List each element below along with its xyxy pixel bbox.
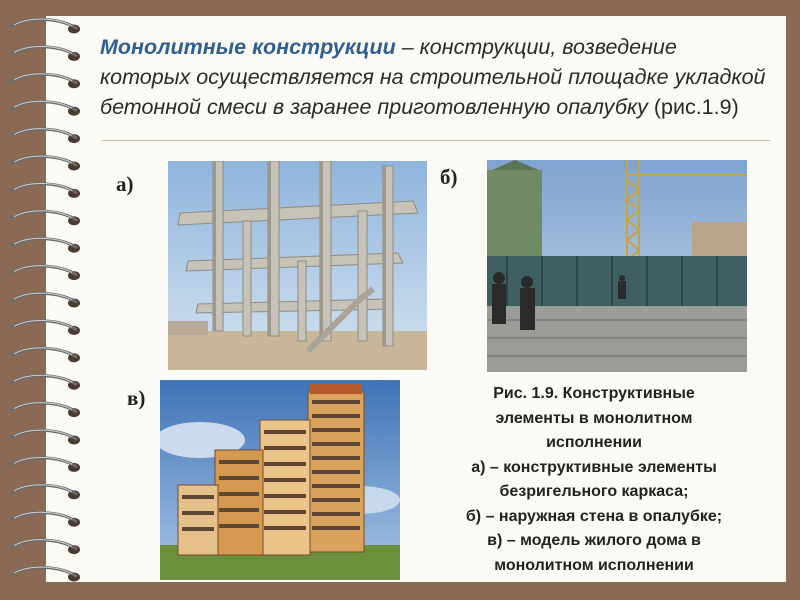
caption-line: элементы в монолитном (495, 409, 693, 427)
spiral-ring (12, 567, 80, 581)
spiral-ring (12, 485, 80, 499)
heading-figure-ref: (рис.1.9) (647, 95, 739, 119)
caption-line: безригельного каркаса; (499, 483, 689, 500)
caption-line: монолитном исполнении (494, 556, 694, 574)
spiral-ring (12, 238, 80, 252)
spiral-ring (12, 46, 80, 60)
heading-divider (102, 140, 770, 141)
spiral-ring (12, 348, 80, 362)
spiral-ring (12, 129, 80, 143)
spiral-ring (12, 320, 80, 334)
spiral-ring (12, 183, 80, 197)
label-b: б) (440, 165, 458, 189)
spiral-ring (12, 512, 80, 526)
spiral-ring (12, 540, 80, 554)
caption-line: исполнении (546, 434, 642, 451)
figure-caption (408, 382, 780, 578)
notebook-spiral-binding (0, 0, 100, 600)
spiral-ring (12, 156, 80, 170)
label-a: а) (116, 172, 134, 196)
spiral-ring (12, 19, 80, 33)
caption-line: б) – наружная стена в опалубке; (465, 507, 723, 525)
spiral-ring (12, 375, 80, 389)
spiral-ring (12, 74, 80, 88)
heading-term: Монолитные конструкции (100, 35, 396, 59)
spiral-ring (12, 211, 80, 225)
spiral-ring (12, 430, 80, 444)
spiral-ring (12, 266, 80, 280)
caption-line: Рис. 1.9. Конструктивные (493, 385, 695, 402)
caption-line: а) – конструктивные элементы (471, 458, 717, 476)
photo-residential-model (160, 380, 400, 580)
slide-heading (100, 32, 770, 122)
caption-line: в) – модель жилого дома в (487, 532, 701, 549)
photo-formwork-wall (487, 160, 747, 372)
heading-definition: – конструкции, возведение которых осуществляется на строительной площадке укладкой бетонной смеси в заранее приготовленную опалубку (100, 35, 766, 119)
spiral-ring (12, 293, 80, 307)
photo-concrete-frame (168, 161, 427, 370)
spiral-ring (12, 101, 80, 115)
label-c: в) (127, 386, 146, 410)
spiral-ring (12, 457, 80, 471)
spiral-ring (12, 403, 80, 417)
